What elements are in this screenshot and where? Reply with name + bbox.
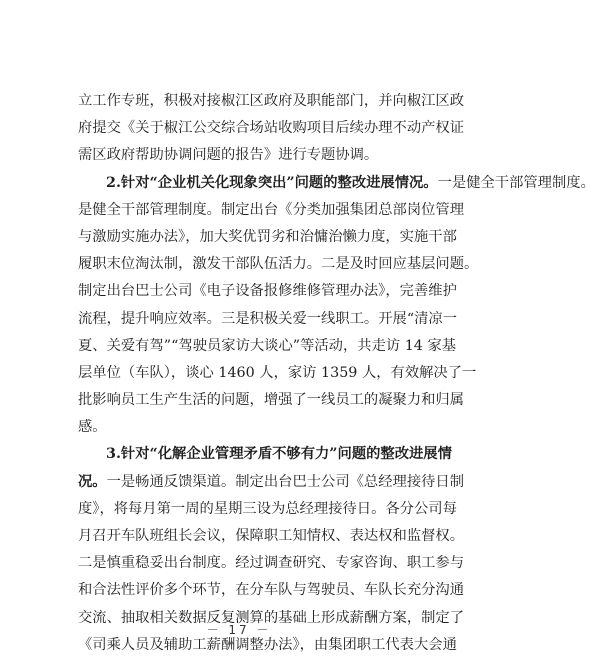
text-line	[78, 224, 457, 251]
page-number: － 17 －	[206, 623, 272, 637]
body-text: 制定出台巴士公司《电子设备报修维修管理办法》，完善维护	[78, 283, 457, 300]
text-line	[78, 197, 465, 224]
body-text: 是健全干部管理制度。制定出台《分类加强集团总部岗位管理	[78, 201, 465, 218]
body-text: 感。	[78, 419, 107, 436]
body-text: 与激励实施办法》，加大奖优罚劣和治慵治懒力度，实施干部	[78, 228, 457, 245]
text-line	[78, 469, 465, 496]
body-text: 层单位（车队），谈心 1460 人，家访 1359 人，有效解决了一	[78, 364, 477, 381]
document-body	[78, 88, 595, 659]
text-line	[78, 142, 420, 169]
text-line	[78, 387, 465, 414]
text-line	[78, 441, 452, 468]
body-text: 一是畅通反馈渠道。制定出台巴士公司《总经理接待日制	[106, 473, 465, 490]
body-text: 交流、抽取相关数据反复测算的基础上形成薪酬方案，制定了	[78, 609, 465, 626]
body-text: 履职末位淘汰制，激发干部队伍活力。二是及时回应基层问题。	[78, 256, 479, 273]
body-text: 夏、关爱有驾”“驾驶员家访大谈心”等活动，共走访 14 家基	[78, 337, 457, 354]
bold-heading-text: 况。	[78, 473, 107, 490]
body-text: 和合法性评价多个环节，在分车队与驾驶员、车队长充分沟通	[78, 582, 465, 599]
body-text: 流程，提升响应效率。三是积极关爱一线职工。开展“清凉一	[78, 310, 458, 327]
text-line	[78, 333, 457, 360]
body-text: 需区政府帮助协调问题的报告》进行专题协调。	[78, 147, 379, 164]
text-line	[78, 360, 477, 387]
body-text: 《司乘人员及辅助工薪酬调整办法》，由集团职工代表大会通	[78, 636, 457, 653]
body-text: 度》，将每月第一周的星期三设为总经理接待日。各分公司每	[78, 500, 457, 517]
text-line	[78, 523, 465, 550]
bold-heading-text: 2.针对“企业机关化现象突出”问题的整改进展情况。	[106, 174, 438, 191]
body-text: 批影响员工生产生活的问题，增强了一线员工的凝聚力和归属	[78, 392, 465, 409]
body-text: 月召开车队班组长会议，保障职工知情权、表达权和监督权。	[78, 528, 465, 544]
text-line	[78, 88, 465, 115]
body-text: 一是健全干部管理制度。	[437, 174, 595, 191]
text-line	[78, 496, 457, 523]
body-text: 立工作专班，积极对接椒江区政府及职能部门，并向椒江区政	[78, 93, 465, 109]
text-line	[78, 414, 420, 441]
body-text: 二是慎重稳妥出台制度。经过调查研究、专家咨询、职工参与	[78, 555, 465, 572]
bold-heading-text: 3.针对“化解企业管理矛盾不够有力”问题的整改进展情	[106, 446, 452, 463]
text-line	[78, 577, 465, 604]
text-line	[78, 278, 457, 305]
text-line	[78, 550, 465, 577]
text-line	[78, 306, 458, 333]
text-line	[78, 115, 465, 142]
text-line	[78, 251, 479, 278]
text-line	[78, 170, 595, 197]
body-text: 府提交《关于椒江公交综合场站收购项目后续办理不动产权证	[78, 120, 465, 137]
